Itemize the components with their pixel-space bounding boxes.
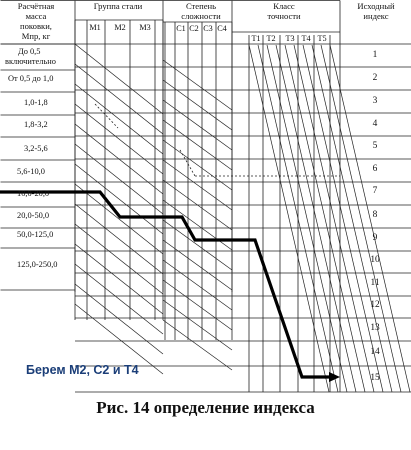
accuracy-diagonal: [321, 45, 401, 392]
index-4: 4: [372, 119, 378, 129]
index-14: 14: [370, 347, 380, 357]
dashed-example-path: [95, 104, 340, 176]
index-10: 10: [370, 255, 380, 265]
mass-range-2: От 0,5 до 1,0: [8, 74, 54, 83]
steel-diagonal: [75, 164, 163, 234]
steel-group-header: [89, 1, 150, 32]
index-7: 7: [372, 186, 378, 196]
mass-range-5: 3,2-5,6: [24, 144, 48, 153]
complexity-c1: С1: [176, 24, 186, 33]
mass-range-1-line2: включительно: [5, 57, 56, 66]
accuracy-t5: Т5: [317, 34, 327, 43]
steel-diagonal: [75, 264, 163, 334]
complexity-diagonal: [163, 300, 232, 350]
svg-text:Исходный: Исходный: [357, 1, 395, 11]
complexity-c3: С3: [203, 24, 213, 33]
complexity-diagonal: [163, 140, 232, 190]
svg-text:поковки,: поковки,: [20, 21, 52, 31]
complexity-diagonal: [163, 100, 232, 150]
steel-diagonal: [75, 184, 163, 254]
index-2: 2: [372, 73, 378, 83]
index-11: 11: [370, 278, 380, 288]
accuracy-diagonal: [267, 45, 347, 392]
svg-text:Мпр, кг: Мпр, кг: [21, 31, 51, 41]
solution-path: [0, 192, 333, 377]
svg-text:индекс: индекс: [363, 11, 389, 21]
svg-text:масса: масса: [25, 11, 47, 21]
dashed-segment: [180, 150, 195, 176]
svg-text:точности: точности: [267, 11, 301, 21]
complexity-c2: С2: [189, 24, 199, 33]
complexity-diagonal: [163, 200, 232, 250]
mass-range-7: 10,0-20,0: [17, 189, 50, 198]
steel-diagonal: [75, 64, 163, 134]
accuracy-diagonal: [312, 45, 392, 392]
svg-text:сложности: сложности: [181, 11, 221, 21]
complexity-diagonal: [163, 320, 232, 370]
mass-range-8: 20,0-50,0: [17, 211, 50, 220]
accuracy-t1: Т1: [251, 34, 261, 43]
mass-range-6: 5,6-10,0: [17, 167, 45, 176]
complexity-diagonal: [163, 240, 232, 290]
accuracy-diagonal: [294, 45, 374, 392]
index-3: 3: [372, 96, 378, 106]
steel-diagonal: [75, 284, 163, 354]
steel-diagonal: [75, 144, 163, 214]
accuracy-t3: Т3: [285, 34, 295, 43]
index-8: 8: [372, 210, 378, 220]
complexity-diagonal: [163, 60, 232, 110]
nomogram-grid: [1, 1, 411, 393]
steel-group-m2: М2: [114, 23, 126, 32]
steel-diagonal: [75, 244, 163, 314]
index-header: [357, 1, 395, 21]
mass-range-10: 125,0-250,0: [17, 260, 58, 269]
selection-note: Берем М2, С2 и Т4: [26, 363, 139, 377]
complexity-diagonal: [163, 260, 232, 310]
svg-text:Группа стали: Группа стали: [93, 1, 143, 11]
complexity-diagonal: [163, 120, 232, 170]
complexity-header: [176, 1, 227, 33]
index-1: 1: [372, 50, 378, 60]
steel-diagonal: [75, 84, 163, 154]
complexity-diagonal: [163, 160, 232, 210]
dashed-segment: [95, 104, 118, 128]
complexity-diagonal: [163, 80, 232, 130]
index-9: 9: [372, 233, 378, 243]
accuracy-t4: Т4: [301, 34, 311, 43]
accuracy-t2: Т2: [266, 34, 276, 43]
accuracy-diagonal: [330, 45, 410, 392]
steel-diagonal: [75, 224, 163, 294]
figure-caption: Рис. 14 определение индекса: [96, 398, 315, 417]
mass-range-labels: [5, 47, 57, 269]
svg-text:Класс: Класс: [273, 1, 295, 11]
index-15: 15: [370, 373, 380, 383]
steel-diagonal: [75, 104, 163, 174]
mass-range-4: 1,8-3,2: [24, 120, 48, 129]
svg-text:Степень: Степень: [185, 1, 217, 11]
mass-column-header: [18, 1, 55, 41]
steel-diagonal: [75, 44, 163, 114]
complexity-c4: С4: [217, 24, 227, 33]
steel-group-m3: М3: [139, 23, 151, 32]
solution-arrow-icon: [329, 372, 340, 382]
index-12: 12: [370, 300, 380, 310]
svg-text:Расчётная: Расчётная: [17, 1, 55, 11]
accuracy-diagonal: [303, 45, 383, 392]
index-6: 6: [372, 164, 378, 174]
complexity-diagonal: [163, 280, 232, 330]
mass-range-1: До 0,5: [18, 47, 41, 56]
complexity-diagonal: [163, 220, 232, 270]
index-13: 13: [370, 323, 380, 333]
steel-group-m1: М1: [89, 23, 101, 32]
index-5: 5: [372, 141, 378, 151]
mass-range-3: 1,0-1,8: [24, 98, 48, 107]
mass-range-9: 50,0-125,0: [17, 230, 54, 239]
accuracy-diagonal: [285, 45, 365, 392]
